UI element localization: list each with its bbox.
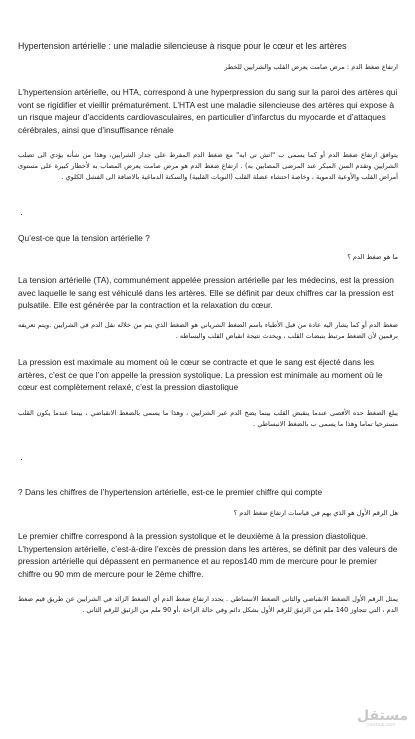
paragraph-4-fr: Le premier chiffre correspond à la pression systolique et le deuxième à la pression diastolique. L’hypertension artérielle, c’est-à-dire l’excès de pression dans les artères, se définit par des valeurs de pression artérielle qui dépassent en permanence et au repos140 mm de mercure pour le premier chiffre ou 90 mm de mercure pour le 2ème chiffre.: [18, 531, 398, 579]
paragraph-3-ar: يبلغ الضغط حده الأقصى عندما ينقبض القلب بينما يضخ الدم عبر الشرايين ، وهذا ما يسمى بالضغط الانقباضي ، بينما عندما يكون القلب مسترخيا تماما وهذا ما يسمى ب بالضغط الانبساطي .: [18, 409, 398, 428]
paragraph-4-ar: يمثل الرقم الأول الضغط الانقباضي والثاني الضغط الانبساطي . يحدد ارتفاع ضغط الدم أي الضغط الزائد في الشرايين عن طريق قيم ضغط الدم ، التي تتجاوز 140 ملم من الزئبق للرقم الأول بشكل دائم وفي حالة الراحة ،أو 90 ملم من الزئبق للرقم الثاني .: [18, 595, 398, 614]
question-1-ar: ما هو ضغط الدم ؟: [347, 253, 398, 261]
intro-paragraph-fr: L’hypertension artérielle, ou HTA, correspond à une hyperpression du sang sur la paroi des artères qui vont se rigidifier et vieillir prématurément. L’HTA est une maladie silencieuse des artères qui expose à un risque majeur d’accidents cardiovasculaires, en particulier d’infarctus du myocarde et d’attaques cérébrales, ainsi que d’insuffisance rénale: [18, 87, 398, 135]
separator-dot: .: [20, 452, 23, 463]
paragraph-2-fr: La tension artérielle (TA), communément appelée pression artérielle par les médecins, est la pression avec laquelle le sang est véhiculé dans les artères. Elle se définit par deux chiffres car la pression est pulsatile. Elle est générée par la contraction et la relaxation du cœur.: [18, 275, 394, 311]
separator-dot: .: [20, 207, 23, 218]
question-2-fr: ? Dans les chiffres de l’hypertension artérielle, est-ce le premier chiffre qui compte: [18, 487, 323, 497]
question-2-ar: هل الرقم الأول هو الذي يهم في قياسات ارتفاع ضغط الدم ؟: [233, 509, 398, 517]
paragraph-2-ar: ضغط الدم أو كما يشار اليه عادة من قبل الأطباء باسم الضغط الشرياني هو الضغط الذي يتم من خلاله نقل الدم في الشرايين .ويتم تعريفه برقمين لأن الضغط مرتبط بنبضات القلب ، ويحدث نتيجة انقباض القلب والبساطه .: [18, 321, 398, 340]
watermark-logo: [357, 708, 409, 729]
document-title-arabic: ارتفاع ضغط الدم : مرض صامت يعرض القلب والشرايين للخطر: [224, 63, 398, 71]
intro-paragraph-ar: يتوافق ارتفاع ضغط الدم أو كما يسمى ب "اتش تي ايه" مع ضغط الدم المفرط على جدار الشرايين، وهذا من شأنه يؤدي الى تصلب الشرايين وتقدم السن المبكر عند المرضى المصابين به) . ارتفاع ضغط الدم هو مرض صامت يعرض المصاب به لأخطار كبيرة على مستوى أمراض القلب والأوعية الدموية ، وخاصة احتشاء عضلة القلب (النوبات القلبية) والسكتة الدماغية بالاضافة الى الفشل الكلوي .: [18, 151, 398, 181]
paragraph-3-fr: La pression est maximale au moment où le cœur se contracte et que le sang est éjecté dans les artères, c’est ce que l’on appelle la pression systolique. La pression est minimale au moment où le cœur est complètement relaxé, c’est la pression diastolique: [18, 357, 383, 393]
document-title: Hypertension artérielle : une maladie silencieuse à risque pour le cœur et les artères: [18, 41, 347, 51]
watermark-logo-domain: mostaql.com: [366, 723, 396, 728]
watermark-logo-name: مستقل: [357, 708, 409, 724]
question-1-fr: Qu’est-ce que la tension artérielle ?: [18, 233, 150, 243]
